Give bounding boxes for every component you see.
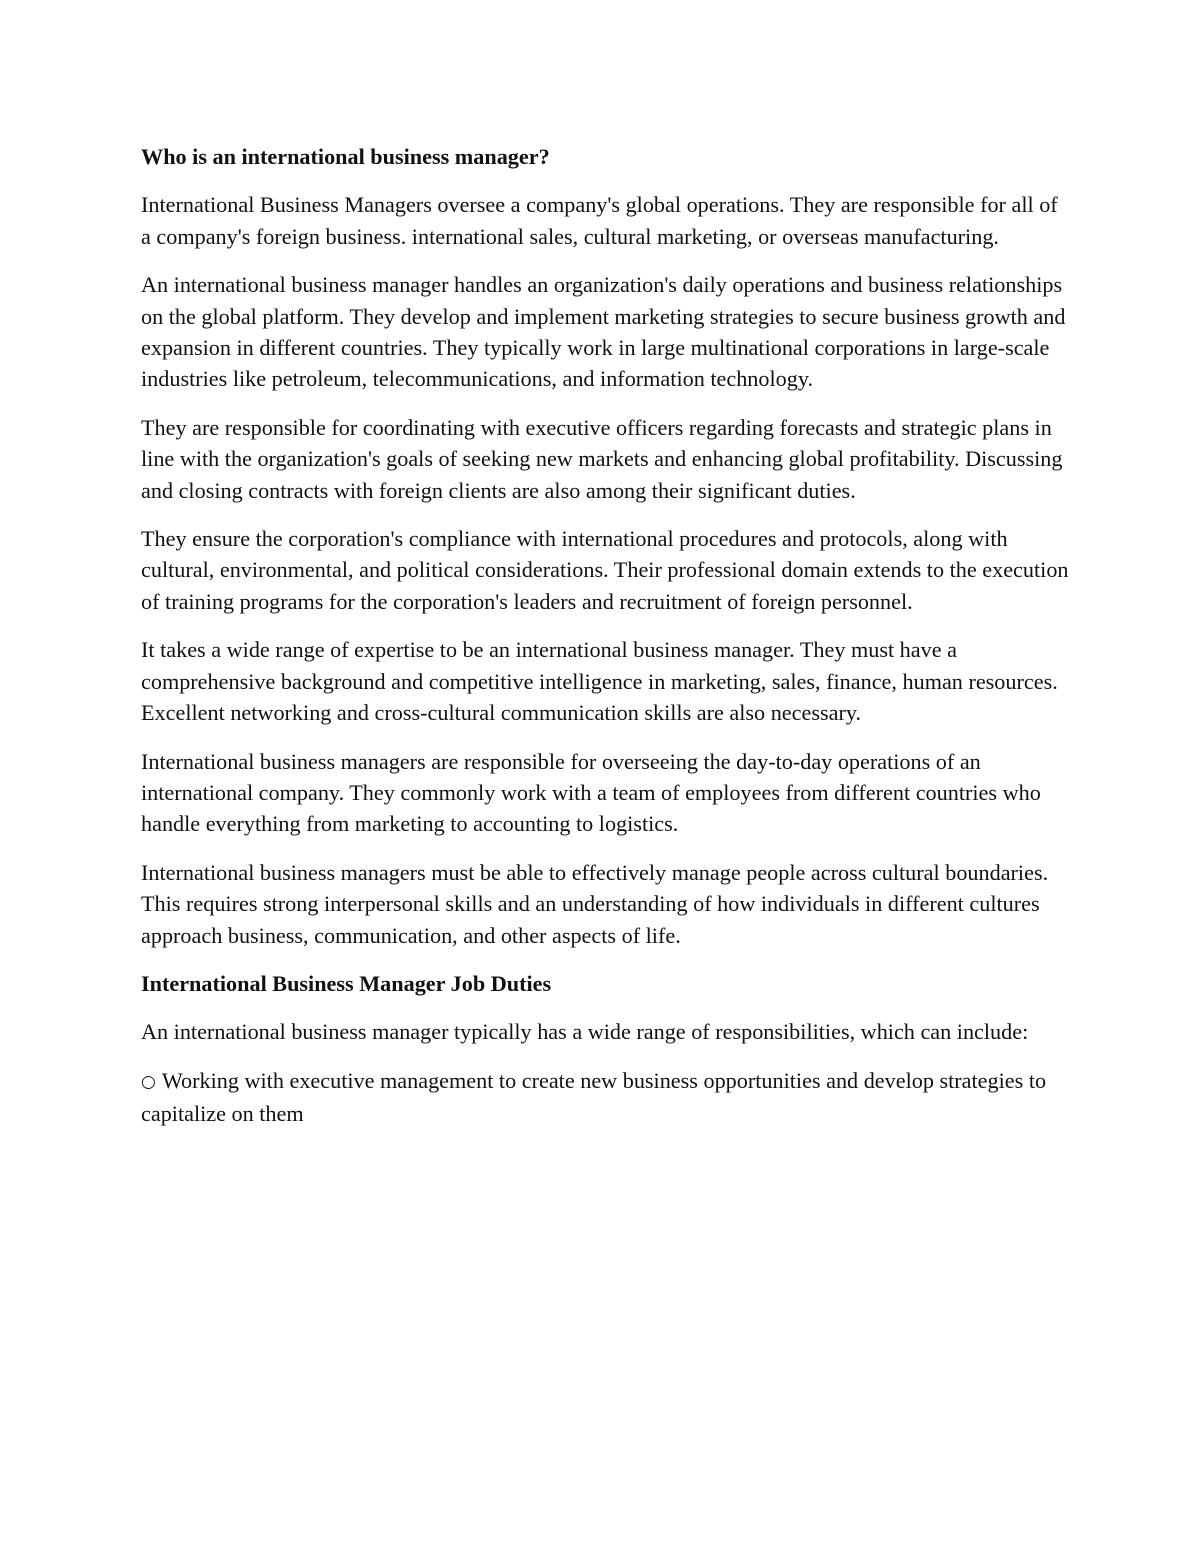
list-item-text: Working with executive management to create new business opportunities and develop strategies to capitalize on them xyxy=(141,1067,1047,1127)
paragraph-compliance: They ensure the corporation's compliance with international procedures and protocols, along with cultural, environmental, and political considerations. Their professional domain extends to the execution of training programs for the corporation's leaders and recruitment of foreign personnel. xyxy=(141,526,1069,614)
heading-job-duties: International Business Manager Job Duties xyxy=(141,970,552,996)
paragraph-coordination: They are responsible for coordinating with executive officers regarding forecasts and strategic plans in line with the organization's goals of seeking new markets and enhancing global profitability. Discussing and closing contracts with foreign clients are also among their significant duties. xyxy=(141,414,1063,503)
paragraph-expertise: It takes a wide range of expertise to be an international business manager. They must have a comprehensive background and competitive intelligence in marketing, sales, finance, human resources. Excellent networking and cross-cultural communication skills are also necessary. xyxy=(141,637,1058,726)
circle-bullet-icon: ○ xyxy=(141,1071,156,1092)
paragraph-daily-operations: An international business manager handles an organization's daily operations and business relationships on the global platform. They develop and implement marketing strategies to secure business growth and expansion in different countries. They typically work in large multinational corporations in large-scale industries like petroleum, telecommunications, and information technology. xyxy=(141,272,1066,392)
document-body xyxy=(141,141,1071,1130)
paragraph-day-to-day: International business managers are responsible for overseeing the day-to-day operations of an international company. They commonly work with a team of employees from different countries who handle everything from marketing to accounting to logistics. xyxy=(141,748,1041,837)
paragraph-overview: International Business Managers oversee a company's global operations. They are responsible for all of a company's foreign business. international sales, cultural marketing, or overseas manufacturing. xyxy=(141,192,1058,249)
paragraph-duties-intro: An international business manager typically has a wide range of responsibilities, which can include: xyxy=(141,1019,1029,1045)
paragraph-cultural-boundaries: International business managers must be able to effectively manage people across cultural boundaries. This requires strong interpersonal skills and an understanding of how individuals in different cultures approach business, communication, and other aspects of life. xyxy=(141,859,1049,948)
list-item xyxy=(141,1065,1071,1130)
heading-who-is-manager: Who is an international business manager? xyxy=(141,144,550,169)
